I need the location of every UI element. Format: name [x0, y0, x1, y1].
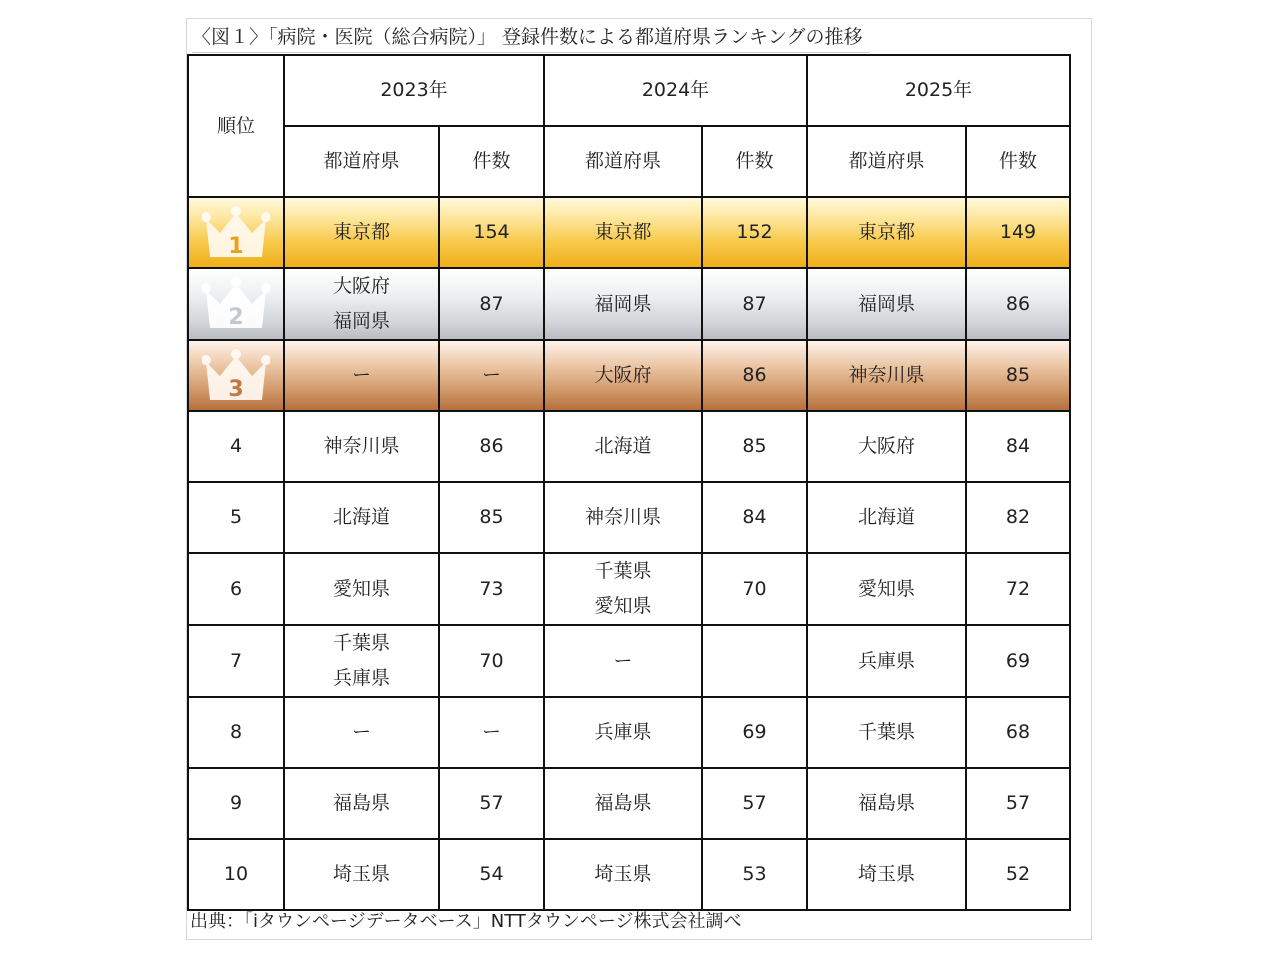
count-value: 87 — [479, 292, 504, 315]
count-value: 85 — [1005, 364, 1031, 386]
pref-cell-2024 — [544, 482, 702, 553]
pref-cell-2025 — [807, 553, 966, 625]
count-value: 154 — [473, 221, 510, 243]
table-row — [188, 625, 1070, 697]
table-row — [188, 839, 1070, 910]
table-row — [188, 340, 1070, 411]
count-value: 86 — [742, 364, 767, 386]
count-value: 72 — [1005, 577, 1031, 600]
rank-cell — [188, 553, 284, 625]
rank-number: 6 — [229, 577, 243, 600]
count-value: 57 — [742, 792, 767, 814]
table-row — [188, 553, 1070, 625]
count-cell-2023 — [439, 268, 544, 340]
count-cell-2025 — [966, 625, 1070, 697]
count-value: ー — [481, 364, 501, 386]
count-value: 68 — [1005, 721, 1031, 743]
pref-name: 大阪府 — [857, 435, 915, 457]
count-cell-2025 — [966, 697, 1070, 768]
pref-name: 大阪府 — [594, 364, 652, 386]
pref-name: 神奈川県 — [584, 506, 661, 528]
pref-cell-2025 — [807, 197, 966, 268]
rank-number: 1 — [228, 233, 244, 259]
count-value: 84 — [1005, 435, 1031, 457]
rank-header: 順位 — [188, 55, 284, 197]
pref-header-2023: 都道府県 — [284, 126, 439, 197]
count-cell-2024 — [702, 697, 807, 768]
gold-crown-icon — [202, 205, 270, 261]
count-value: 82 — [1005, 506, 1031, 528]
header-row-years — [188, 55, 1070, 126]
pref-cell-2024 — [544, 340, 702, 411]
count-value: 152 — [736, 221, 773, 243]
rank-cell — [188, 197, 284, 268]
rank-cell — [188, 340, 284, 411]
count-value: 149 — [999, 221, 1037, 243]
rank-number: 4 — [229, 435, 243, 457]
count-cell-2025 — [966, 268, 1070, 340]
rank-cell — [188, 625, 284, 697]
rank-number: 9 — [229, 792, 243, 814]
rank-number: 5 — [229, 506, 243, 528]
rank-number: 8 — [229, 721, 243, 743]
count-value: 87 — [742, 292, 767, 315]
pref-cell-2023 — [284, 268, 439, 340]
rank-number: 2 — [228, 305, 244, 330]
rank-cell — [188, 482, 284, 553]
count-cell-2023 — [439, 768, 544, 839]
pref-name: 福島県 — [857, 792, 915, 814]
pref-name: 福岡県 — [332, 310, 390, 332]
pref-cell-2024 — [544, 197, 702, 268]
count-value: 85 — [742, 435, 767, 457]
pref-name: 千葉県 — [332, 632, 390, 654]
pref-name: 大阪府 — [332, 275, 390, 297]
pref-name: ー — [613, 649, 633, 672]
pref-name: 兵庫県 — [594, 721, 652, 743]
pref-cell-2024 — [544, 553, 702, 625]
count-value: 85 — [479, 506, 504, 528]
pref-name: 兵庫県 — [332, 667, 390, 689]
pref-name: 千葉県 — [594, 560, 652, 582]
pref-name: 福岡県 — [857, 292, 915, 315]
pref-header-2024: 都道府県 — [544, 126, 702, 197]
pref-cell-2024 — [544, 411, 702, 482]
pref-cell-2023 — [284, 553, 439, 625]
pref-name: 愛知県 — [857, 577, 915, 600]
year-header-2024: 2024年 — [544, 55, 807, 126]
pref-cell-2025 — [807, 625, 966, 697]
count-cell-2024 — [702, 268, 807, 340]
pref-cell-2025 — [807, 839, 966, 910]
ranking-table-body — [188, 197, 1070, 910]
pref-cell-2025 — [807, 411, 966, 482]
pref-cell-2023 — [284, 697, 439, 768]
pref-name: 兵庫県 — [857, 649, 915, 672]
pref-cell-2024 — [544, 268, 702, 340]
count-cell-2023 — [439, 839, 544, 910]
count-cell-2025 — [966, 482, 1070, 553]
ranking-table — [187, 54, 1071, 911]
count-value: 54 — [479, 863, 504, 885]
count-value: 57 — [479, 792, 504, 814]
table-row — [188, 197, 1070, 268]
pref-name: 東京都 — [332, 221, 390, 243]
count-cell-2025 — [966, 411, 1070, 482]
pref-name: 福島県 — [594, 792, 652, 814]
table-row — [188, 268, 1070, 340]
count-header-2023: 件数 — [439, 126, 544, 197]
header-row-columns — [188, 126, 1070, 197]
count-cell-2025 — [966, 340, 1070, 411]
count-header-2025: 件数 — [966, 126, 1070, 197]
count-cell-2024 — [702, 197, 807, 268]
pref-cell-2024 — [544, 768, 702, 839]
table-row — [188, 768, 1070, 839]
pref-cell-2023 — [284, 197, 439, 268]
pref-name: ー — [351, 721, 371, 743]
count-value: 69 — [1005, 649, 1031, 672]
count-value: 86 — [1005, 292, 1031, 315]
pref-cell-2024 — [544, 839, 702, 910]
count-cell-2025 — [966, 553, 1070, 625]
count-value: 53 — [742, 863, 767, 885]
count-cell-2023 — [439, 482, 544, 553]
silver-crown-icon — [202, 276, 270, 332]
pref-name: 愛知県 — [332, 577, 390, 600]
count-header-2024: 件数 — [702, 126, 807, 197]
pref-header-2025: 都道府県 — [807, 126, 966, 197]
pref-name: 埼玉県 — [857, 863, 915, 885]
count-value: 84 — [742, 506, 767, 528]
pref-name: 北海道 — [857, 506, 915, 528]
pref-cell-2025 — [807, 340, 966, 411]
pref-name: 神奈川県 — [323, 435, 400, 457]
pref-name: 神奈川県 — [848, 364, 925, 386]
table-row — [188, 697, 1070, 768]
count-cell-2024 — [702, 839, 807, 910]
count-cell-2023 — [439, 197, 544, 268]
bronze-crown-icon — [202, 348, 270, 404]
count-value: 69 — [742, 721, 767, 743]
count-value: 70 — [479, 649, 504, 672]
count-value: 86 — [479, 435, 504, 457]
rank-number: 3 — [228, 376, 244, 402]
count-value: ー — [481, 721, 501, 743]
count-cell-2025 — [966, 839, 1070, 910]
pref-cell-2025 — [807, 482, 966, 553]
count-value: 73 — [479, 577, 504, 600]
count-cell-2024 — [702, 482, 807, 553]
count-cell-2025 — [966, 197, 1070, 268]
pref-cell-2023 — [284, 482, 439, 553]
count-cell-2024 — [702, 411, 807, 482]
count-cell-2023 — [439, 340, 544, 411]
rank-cell — [188, 268, 284, 340]
pref-cell-2025 — [807, 268, 966, 340]
count-cell-2024 — [702, 625, 807, 697]
pref-cell-2023 — [284, 625, 439, 697]
pref-cell-2023 — [284, 839, 439, 910]
pref-cell-2024 — [544, 625, 702, 697]
table-row — [188, 411, 1070, 482]
pref-name: 北海道 — [594, 435, 652, 457]
year-header-2023: 2023年 — [284, 55, 544, 126]
figure-title: 〈図１〉「病院・医院（総合病院）」 登録件数による都道府県ランキングの推移 — [192, 22, 870, 53]
pref-cell-2023 — [284, 768, 439, 839]
pref-cell-2023 — [284, 411, 439, 482]
count-cell-2025 — [966, 768, 1070, 839]
pref-name: 北海道 — [332, 506, 390, 528]
count-cell-2024 — [702, 553, 807, 625]
pref-name: ー — [351, 364, 371, 386]
pref-cell-2024 — [544, 697, 702, 768]
pref-cell-2025 — [807, 768, 966, 839]
rank-cell — [188, 411, 284, 482]
rank-number: 7 — [229, 649, 243, 672]
pref-name: 埼玉県 — [332, 863, 390, 885]
count-cell-2023 — [439, 553, 544, 625]
pref-cell-2023 — [284, 340, 439, 411]
pref-name: 埼玉県 — [594, 863, 652, 885]
rank-cell — [188, 839, 284, 910]
table-row — [188, 482, 1070, 553]
count-cell-2023 — [439, 411, 544, 482]
count-cell-2024 — [702, 768, 807, 839]
count-value: 70 — [742, 577, 767, 600]
pref-name: 福岡県 — [594, 292, 652, 315]
rank-cell — [188, 697, 284, 768]
rank-number: 10 — [223, 863, 249, 885]
count-value: 57 — [1005, 792, 1031, 814]
count-cell-2024 — [702, 340, 807, 411]
pref-cell-2025 — [807, 697, 966, 768]
pref-name: 福島県 — [332, 792, 390, 814]
pref-name: 千葉県 — [857, 721, 915, 743]
count-cell-2023 — [439, 697, 544, 768]
pref-name: 東京都 — [857, 221, 915, 243]
pref-name: 愛知県 — [594, 595, 652, 617]
count-cell-2023 — [439, 625, 544, 697]
pref-name: 東京都 — [594, 221, 652, 243]
source-note: 出典：「iタウンページデータベース」NTTタウンページ株式会社調べ — [190, 911, 742, 932]
year-header-2025: 2025年 — [807, 55, 1070, 126]
rank-cell — [188, 768, 284, 839]
count-value: 52 — [1005, 863, 1031, 885]
